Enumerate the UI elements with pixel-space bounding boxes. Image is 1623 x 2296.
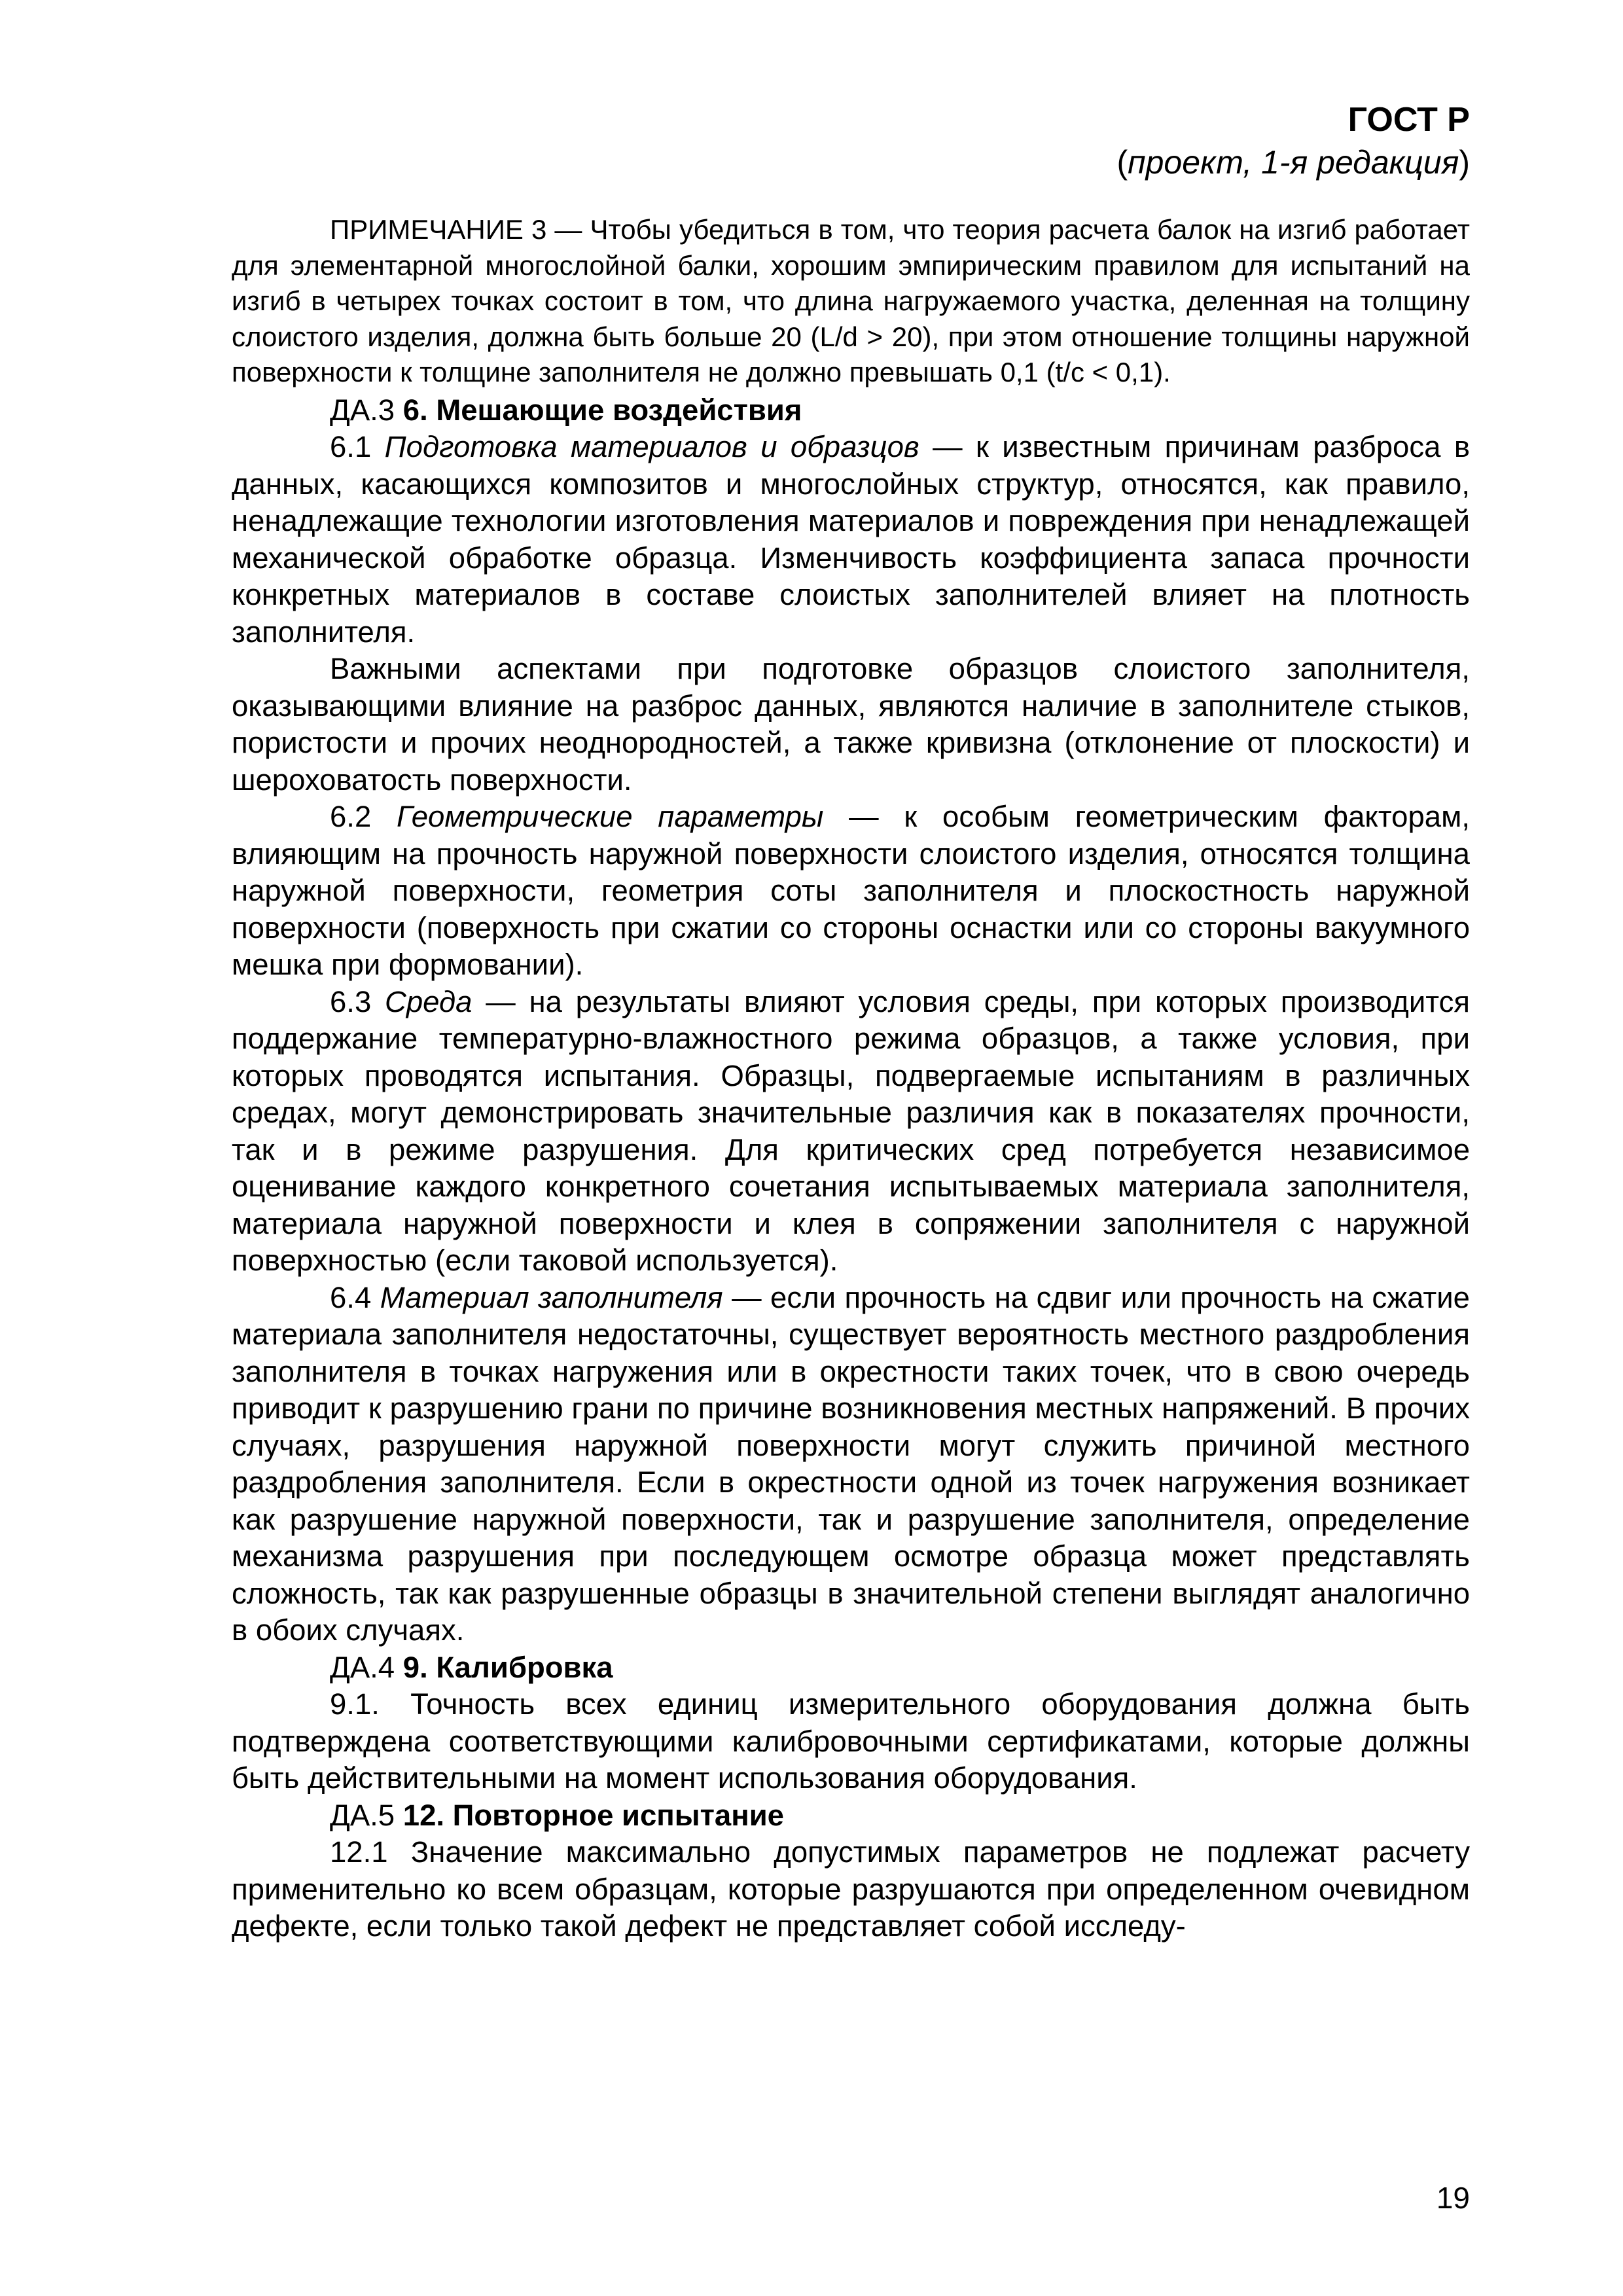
subtitle-italic: проект, 1-я редакция (1128, 144, 1459, 181)
section-prefix: ДА.3 (330, 393, 403, 427)
edition-subtitle (1116, 141, 1470, 183)
note-3: ПРИМЕЧАНИЕ 3 — Чтобы убедиться в том, что теория расчета балок на изгиб работает для элементарной многослойной балки, хорошим эмпирическим правилом для испытаний на изгиб в четырех точках состоит в том, что длина нагружаемого участка, деленная на толщину слоистого изделия, должна быть больше 20 (L/d > 20), при этом отношение толщины наружной поверхности к толщине заполнителя не должно превышать 0,1 (t/c < 0,1). (232, 214, 1470, 387)
section-title: 9. Калибровка (402, 1650, 613, 1684)
paragraph-6-3 (232, 984, 1470, 1280)
page-number: 19 (1436, 2181, 1470, 2215)
clause-text: — к особым геометрическим факторам, влияющим на прочность наружной поверхности слоистого изделия, относятся толщина наружной поверхности, геометрия соты заполнителя и плоскостность наружной поверхности (поверхность при сжатии со стороны оснастки или со стороны вакуумного мешка при формовании). (232, 800, 1470, 981)
clause-number: 6.3 (330, 984, 385, 1018)
clause-number: 6.2 (330, 800, 397, 833)
paragraph-9-1: 9.1. Точность всех единиц измерительного оборудования должна быть подтверждена соответствующими калибровочными сертификатами, которые должны быть действительными на момент использования оборудования. (232, 1687, 1470, 1795)
paragraph-6-1 (232, 429, 1470, 651)
subtitle-close-paren: ) (1459, 144, 1470, 181)
paragraph-6-4 (232, 1280, 1470, 1649)
section-prefix: ДА.4 (330, 1650, 403, 1684)
section-title: 6. Мешающие воздействия (402, 393, 802, 427)
document-body (232, 212, 1470, 1945)
clause-text: — к известным причинам разброса в данных, касающихся композитов и многослойных структур, относятся, как правило, ненадлежащие технологии изготовления материалов и повреждения при ненадлежащей механической обработке образца. Изменчивость коэффициента запаса прочности конкретных материалов в составе слоистых заполнителей влияет на плотность заполнителя. (232, 430, 1470, 649)
subtitle-open-paren: ( (1116, 144, 1128, 181)
paragraph-6-2 (232, 798, 1470, 984)
section-heading-da5 (232, 1797, 1470, 1835)
clause-text: — если прочность на сдвиг или прочность на сжатие материала заполнителя недостаточны, существует вероятность местного раздробления заполнителя в точках нагружения или в окрестности таких точек, что в свою очередь приводит к разрушению грани по причине возникновения местных напряжений. В прочих случаях, разрушения наружной поверхности могут служить причиной местного раздробления заполнителя. Если в окрестности одной из точек нагружения возникает как разрушение наружной поверхности, так и разрушение заполнителя, определение механизма разрушения при последующем осмотре образца может представлять сложность, так как разрушенные образцы в значительной степени выглядят аналогично в обоих случаях. (232, 1280, 1470, 1647)
paragraph-6-1-continued: Важными аспектами при подготовке образцов слоистого заполнителя, оказывающими влияние на разброс данных, являются наличие в заполнителе стыков, пористости и прочих неоднородностей, а также кривизна (отклонение от плоскости) и шероховатость поверхности. (232, 652, 1470, 797)
clause-term: Среда (385, 984, 473, 1018)
clause-term: Материал заполнителя (380, 1280, 723, 1314)
section-heading-da3 (232, 392, 1470, 429)
standard-title: ГОСТ Р (1347, 101, 1470, 139)
clause-term: Подготовка материалов и образцов (384, 430, 919, 463)
section-prefix: ДА.5 (330, 1798, 403, 1832)
section-heading-da4 (232, 1649, 1470, 1687)
page-header (1116, 98, 1470, 183)
clause-number: 6.4 (330, 1280, 380, 1314)
clause-term: Геометрические параметры (397, 800, 824, 833)
clause-number: 6.1 (330, 430, 385, 463)
section-title: 12. Повторное испытание (402, 1798, 784, 1832)
paragraph-12-1: 12.1 Значение максимально допустимых параметров не подлежат расчету применительно ко всем образцам, которые разрушаются при определенном очевидном дефекте, если только такой дефект не представляет собой исследу- (232, 1835, 1470, 1943)
clause-text: — на результаты влияют условия среды, при которых производится поддержание температурно-влажностного режима образцов, а также условия, при которых проводятся испытания. Образцы, подвергаемые испытаниям в различных средах, могут демонстрировать значительные различия как в показателях прочности, так и в режиме разрушения. Для критических сред потребуется независимое оценивание каждого конкретного сочетания испытываемых материала заполнителя, материала наружной поверхности и клея в сопряжении заполнителя с наружной поверхностью (если таковой используется). (232, 984, 1470, 1277)
